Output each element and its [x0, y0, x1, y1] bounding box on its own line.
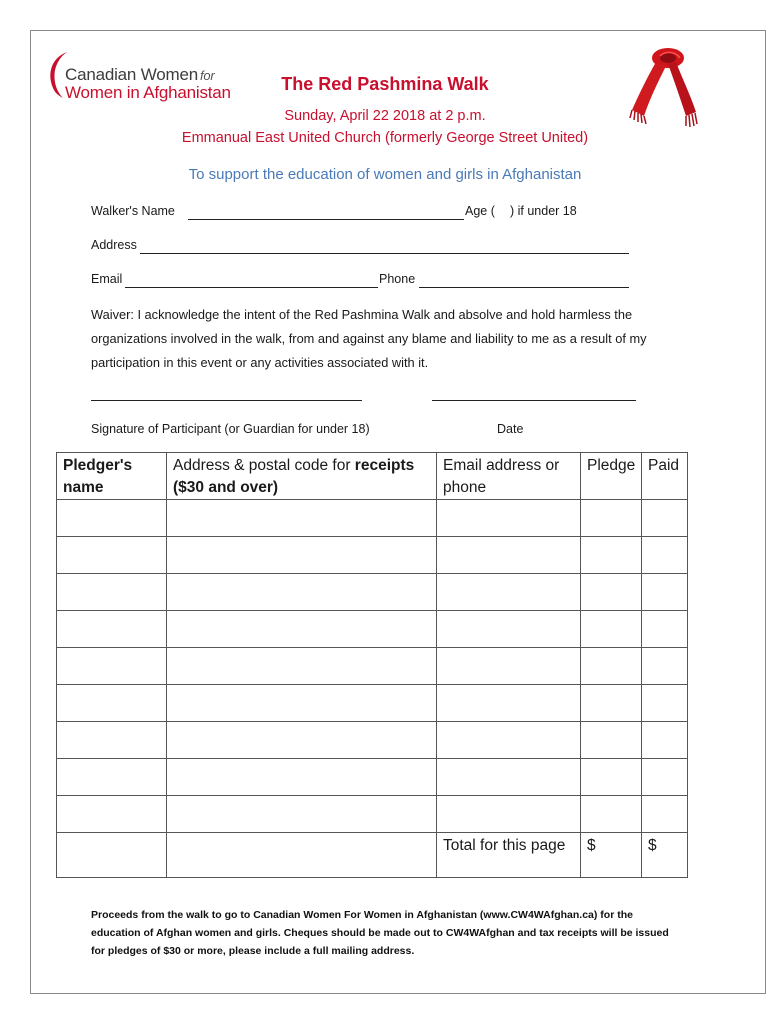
cell-email[interactable]	[437, 500, 581, 537]
address-field[interactable]	[140, 253, 629, 254]
age-label: Age (	[465, 204, 495, 218]
cell-address[interactable]	[167, 611, 437, 648]
cell-email[interactable]	[437, 648, 581, 685]
cell-pledge[interactable]	[581, 611, 642, 648]
pledges-table	[56, 452, 688, 878]
cell-address[interactable]	[167, 759, 437, 796]
cell-paid[interactable]	[642, 500, 688, 537]
cell-email[interactable]	[437, 574, 581, 611]
cell-paid[interactable]	[642, 574, 688, 611]
event-title: The Red Pashmina Walk	[281, 74, 489, 94]
header-email-phone: Email address or phone	[437, 453, 581, 500]
cell-name[interactable]	[57, 833, 167, 878]
cell-name[interactable]	[57, 500, 167, 537]
walker-name-field[interactable]	[188, 219, 464, 220]
cell-name[interactable]	[57, 648, 167, 685]
cell-address[interactable]	[167, 833, 437, 878]
logo-text-line1: Canadian Women for	[65, 65, 215, 84]
cell-name[interactable]	[57, 796, 167, 833]
age-suffix-label: ) if under 18	[510, 204, 577, 218]
cell-pledge[interactable]	[581, 500, 642, 537]
cell-email[interactable]	[437, 685, 581, 722]
table-row	[57, 611, 688, 648]
pledge-total[interactable]: $	[581, 833, 642, 878]
cell-address[interactable]	[167, 500, 437, 537]
cell-name[interactable]	[57, 685, 167, 722]
table-row	[57, 722, 688, 759]
cell-name[interactable]	[57, 722, 167, 759]
cell-email[interactable]	[437, 759, 581, 796]
cell-email[interactable]	[437, 537, 581, 574]
logo-text-line2: Women in Afghanistan	[65, 83, 231, 102]
cell-pledge[interactable]	[581, 537, 642, 574]
paid-total[interactable]: $	[642, 833, 688, 878]
cell-address[interactable]	[167, 574, 437, 611]
header-pledge: Pledge	[581, 453, 642, 500]
address-label: Address	[91, 238, 137, 252]
phone-label: Phone	[379, 272, 416, 286]
walker-name-label: Walker's Name	[91, 204, 175, 218]
cell-pledge[interactable]	[581, 685, 642, 722]
cell-paid[interactable]	[642, 759, 688, 796]
event-venue: Emmanual East United Church (formerly George Street United)	[181, 130, 589, 146]
waiver-text: Waiver: I acknowledge the intent of the Red Pashmina Walk and absolve and hold harmless the organizations involved in the walk, from and against any blame and liability to me as a result of my participation in this event or any activities associated with it.	[91, 307, 647, 370]
cell-name[interactable]	[57, 759, 167, 796]
signature-label: Signature of Participant (or Guardian for under 18)	[91, 422, 370, 436]
cell-pledge[interactable]	[581, 574, 642, 611]
cell-pledge[interactable]	[581, 759, 642, 796]
event-date: Sunday, April 22 2018 at 2 p.m.	[284, 108, 486, 124]
table-total-row	[57, 833, 688, 878]
email-label: Email	[91, 272, 123, 286]
header-pledger-name: Pledger's name	[57, 453, 167, 500]
cell-paid[interactable]	[642, 537, 688, 574]
table-row	[57, 574, 688, 611]
table-row	[57, 537, 688, 574]
cell-email[interactable]	[437, 796, 581, 833]
proceeds-note: Proceeds from the walk to go to Canadian Women For Women in Afghanistan (www.CW4WAfghan.ca) for the education of Afghan women and girls. Cheques should be made out to CW4WAfghan and tax receipts will be issued for pledges of $30 or more, please include a full mailing address.	[91, 909, 669, 957]
total-label: Total for this page	[437, 833, 581, 878]
date-field[interactable]	[432, 400, 636, 401]
cell-paid[interactable]	[642, 611, 688, 648]
cell-pledge[interactable]	[581, 796, 642, 833]
table-row	[57, 648, 688, 685]
support-statement: To support the education of women and girls in Afghanistan	[188, 166, 582, 183]
cell-paid[interactable]	[642, 722, 688, 759]
cell-email[interactable]	[437, 722, 581, 759]
table-row	[57, 796, 688, 833]
cell-address[interactable]	[167, 537, 437, 574]
signature-field[interactable]	[91, 400, 362, 401]
cell-name[interactable]	[57, 537, 167, 574]
table-header-row	[57, 453, 688, 500]
cell-address[interactable]	[167, 685, 437, 722]
cell-email[interactable]	[437, 611, 581, 648]
cell-name[interactable]	[57, 574, 167, 611]
cell-paid[interactable]	[642, 796, 688, 833]
date-label: Date	[497, 422, 524, 436]
header-address: Address & postal code for receipts ($30 and over)	[167, 453, 437, 500]
cell-paid[interactable]	[642, 685, 688, 722]
cell-address[interactable]	[167, 722, 437, 759]
cell-pledge[interactable]	[581, 722, 642, 759]
cell-address[interactable]	[167, 796, 437, 833]
cell-paid[interactable]	[642, 648, 688, 685]
email-field[interactable]	[125, 287, 378, 288]
phone-field[interactable]	[419, 287, 629, 288]
table-row	[57, 685, 688, 722]
table-row	[57, 759, 688, 796]
cell-name[interactable]	[57, 611, 167, 648]
header-paid: Paid	[642, 453, 688, 500]
cell-pledge[interactable]	[581, 648, 642, 685]
cell-address[interactable]	[167, 648, 437, 685]
table-row	[57, 500, 688, 537]
